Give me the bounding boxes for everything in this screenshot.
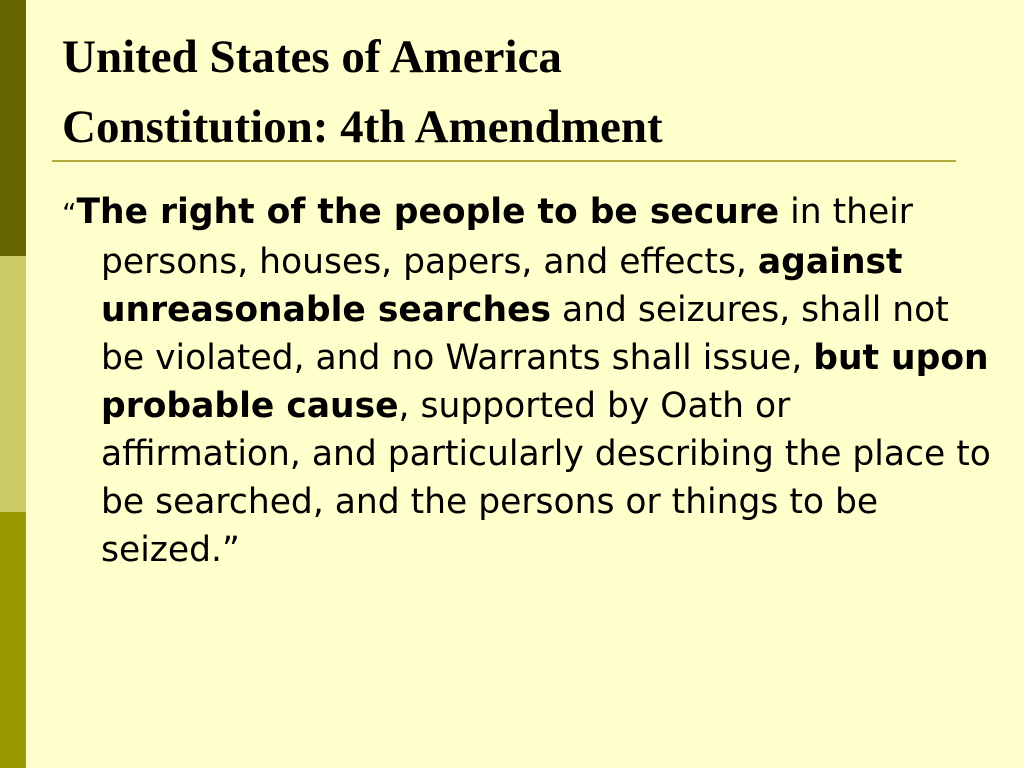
sidebar-mid-segment <box>0 512 26 768</box>
amendment-quote <box>62 188 1001 574</box>
quote-bold-probable-cause: but upon probable cause <box>101 338 989 426</box>
quote-bold-searches: against unreasonable searches <box>101 242 903 330</box>
title-divider <box>52 160 956 162</box>
quote-text-2: and seizures, shall not be violated, and no Warrants shall issue, <box>101 290 949 378</box>
quote-text-1: in their persons, houses, papers, and effects, <box>101 192 913 282</box>
sidebar-dark-segment <box>0 0 26 256</box>
title-line-2: Constitution: 4th Amendment <box>62 101 663 153</box>
quote-text-3: , supported by Oath or affirmation, and particularly describing the place to be searched, and the persons or things to be seized.” <box>101 386 991 570</box>
sidebar-light-segment <box>0 256 26 512</box>
quote-bold-secure: The right of the people to be secure <box>76 192 780 232</box>
title-line-1: United States of America <box>62 31 562 83</box>
open-quote-mark: “ <box>62 197 77 230</box>
slide-title <box>62 22 962 162</box>
